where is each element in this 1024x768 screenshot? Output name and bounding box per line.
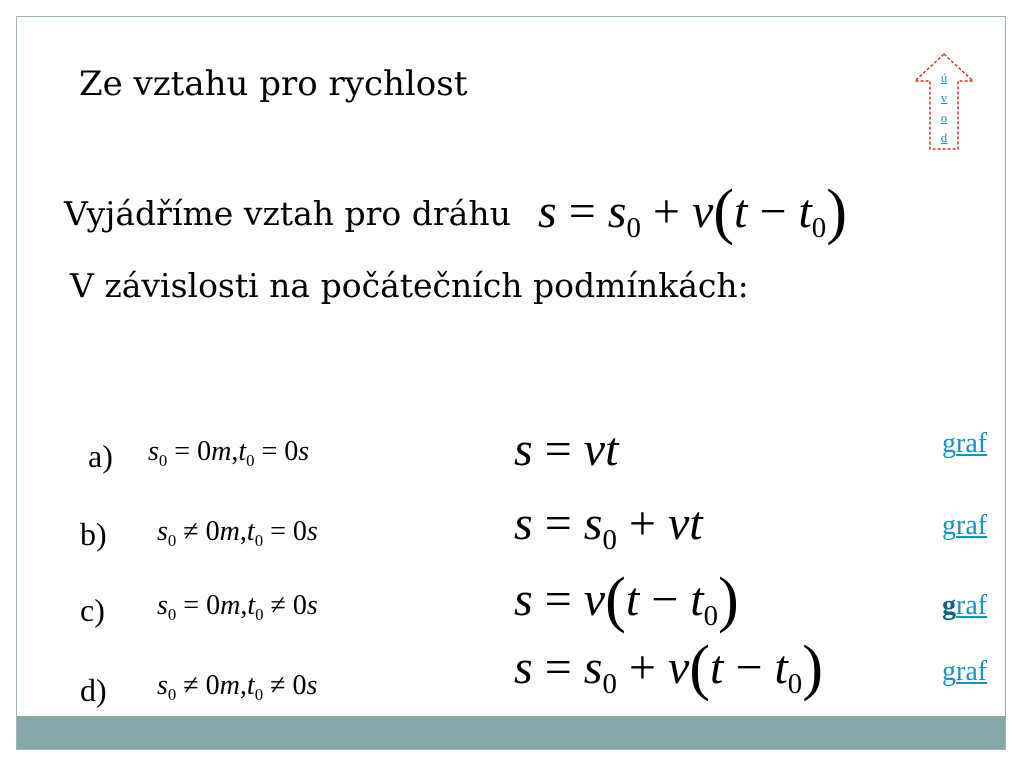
cond-unit2: s [298, 436, 310, 467]
cond-t: t [238, 436, 247, 467]
cond-zero1: 0 [205, 670, 220, 701]
case-label-a: a) [88, 438, 113, 474]
case-result-a [514, 422, 618, 477]
result-eq: = [544, 497, 572, 550]
cond-comma: , [231, 436, 239, 467]
case-condition-b [157, 516, 318, 548]
cond-zero2: 0 [284, 436, 299, 467]
nav-letter-u: ú [940, 70, 948, 85]
cond-t: t [246, 670, 255, 701]
result-t2: t [774, 641, 788, 694]
result-s-sub: 0 [602, 668, 617, 701]
cond-unit2: s [306, 516, 318, 547]
cond-t: t [246, 516, 255, 547]
initial-conditions-text: V závislosti na počátečních podmínkách: [70, 266, 749, 305]
formula-t2-sub: 0 [811, 212, 827, 245]
main-formula [538, 176, 847, 246]
result-v: v [583, 573, 606, 626]
cond-rel1: = [183, 590, 200, 621]
result-s-sub: 0 [602, 524, 617, 557]
case-result-d [514, 632, 823, 702]
cond-t-sub: 0 [255, 604, 264, 624]
graf-link-first: g [942, 510, 956, 541]
cond-t-sub: 0 [246, 450, 255, 470]
cond-rel2: ≠ [270, 670, 286, 701]
case-condition-c [157, 590, 318, 622]
case-label-c: c) [80, 592, 105, 628]
graf-link-rest: raf [956, 656, 988, 687]
result-lhs: s [514, 573, 533, 626]
cond-s-sub: 0 [167, 684, 177, 704]
footer-bar [17, 716, 1005, 749]
result-eq: = [544, 573, 572, 626]
slide-title: Ze vztahu pro rychlost [79, 64, 468, 104]
cond-rel2: = [261, 436, 278, 467]
cond-comma: , [239, 516, 247, 547]
nav-letter-d: d [940, 130, 948, 145]
result-lhs: s [514, 641, 533, 694]
graf-link-a[interactable] [942, 428, 987, 460]
cond-s-sub: 0 [158, 450, 168, 470]
graf-link-rest: raf [956, 590, 988, 621]
case-label-d: d) [80, 672, 107, 708]
cond-rel2: = [270, 516, 286, 547]
cond-comma: , [240, 590, 248, 621]
graf-link-first: g [942, 590, 956, 621]
cond-zero1: 0 [206, 590, 221, 621]
cond-s-sub: 0 [167, 530, 177, 550]
result-rparen: ) [802, 632, 823, 702]
formula-t: t [734, 185, 748, 238]
cond-rel2: ≠ [270, 590, 286, 621]
result-lparen: ( [605, 564, 626, 634]
formula-s-sub: 0 [626, 212, 641, 245]
result-s: s [583, 497, 603, 550]
cond-s: s [148, 436, 159, 467]
result-t2-sub: 0 [703, 600, 719, 633]
cond-unit2: s [306, 590, 318, 621]
nav-letter-o: o [940, 110, 948, 125]
formula-v: v [691, 185, 714, 238]
result-s: s [583, 641, 603, 694]
graf-link-rest: raf [956, 510, 988, 541]
cond-rel1: ≠ [183, 670, 199, 701]
case-label-b: b) [80, 516, 107, 552]
result-eq: = [544, 641, 572, 694]
result-plus: + [628, 641, 656, 694]
cond-zero1: 0 [205, 516, 220, 547]
formula-eq: = [568, 185, 596, 238]
cond-s-sub: 0 [167, 604, 177, 624]
result-t2-sub: 0 [787, 668, 803, 701]
result-minus: − [651, 573, 679, 626]
cond-unit1: m [219, 670, 240, 701]
formula-lparen: ( [713, 176, 735, 246]
cond-zero2: 0 [292, 516, 307, 547]
cond-rel1: = [174, 436, 191, 467]
result-plus: + [628, 497, 656, 550]
cond-s: s [157, 670, 168, 701]
result-t: t [710, 641, 724, 694]
case-condition-d [157, 670, 317, 702]
result-minus: − [735, 641, 763, 694]
graf-link-b[interactable] [942, 510, 987, 542]
formula-plus: + [652, 185, 680, 238]
cond-t-sub: 0 [254, 530, 264, 550]
result-lhs: s [514, 423, 533, 476]
cond-comma: , [239, 670, 247, 701]
formula-t2: t [798, 185, 812, 238]
cond-unit1: m [211, 436, 232, 467]
formula-s: s [607, 185, 627, 238]
result-rparen: ) [718, 564, 739, 634]
cond-t-sub: 0 [254, 684, 264, 704]
result-lhs: s [514, 497, 533, 550]
result-v: v [667, 641, 690, 694]
result-lparen: ( [689, 632, 711, 702]
graf-link-d[interactable] [942, 656, 987, 688]
formula-rparen: ) [826, 176, 847, 246]
result-t2: t [690, 573, 704, 626]
graf-link-c[interactable] [942, 590, 987, 622]
graf-link-first: g [942, 428, 956, 459]
cond-zero1: 0 [197, 436, 212, 467]
graf-link-rest: raf [956, 428, 988, 459]
case-result-c [514, 564, 739, 634]
case-result-b [514, 496, 703, 557]
cond-t: t [247, 590, 256, 621]
cond-unit1: m [219, 516, 240, 547]
cond-unit2: s [306, 670, 318, 701]
cond-s: s [157, 590, 168, 621]
case-condition-a [148, 436, 309, 468]
cond-zero2: 0 [292, 590, 307, 621]
result-eq: = [544, 423, 572, 476]
formula-lhs: s [538, 185, 557, 238]
home-nav-button[interactable] [913, 53, 975, 151]
formula-minus: − [759, 185, 787, 238]
cond-s: s [157, 516, 168, 547]
result-t: t [625, 573, 640, 626]
nav-letter-v: v [940, 90, 948, 105]
path-relation-text: Vyjádříme vztah pro dráhu [64, 194, 511, 233]
slide-frame [16, 16, 1006, 750]
graf-link-first: g [942, 656, 956, 687]
result-vt: vt [667, 497, 703, 550]
cond-zero2: 0 [292, 670, 307, 701]
result-rhs: vt [583, 423, 619, 476]
cond-rel1: ≠ [183, 516, 199, 547]
cond-unit1: m [220, 590, 241, 621]
